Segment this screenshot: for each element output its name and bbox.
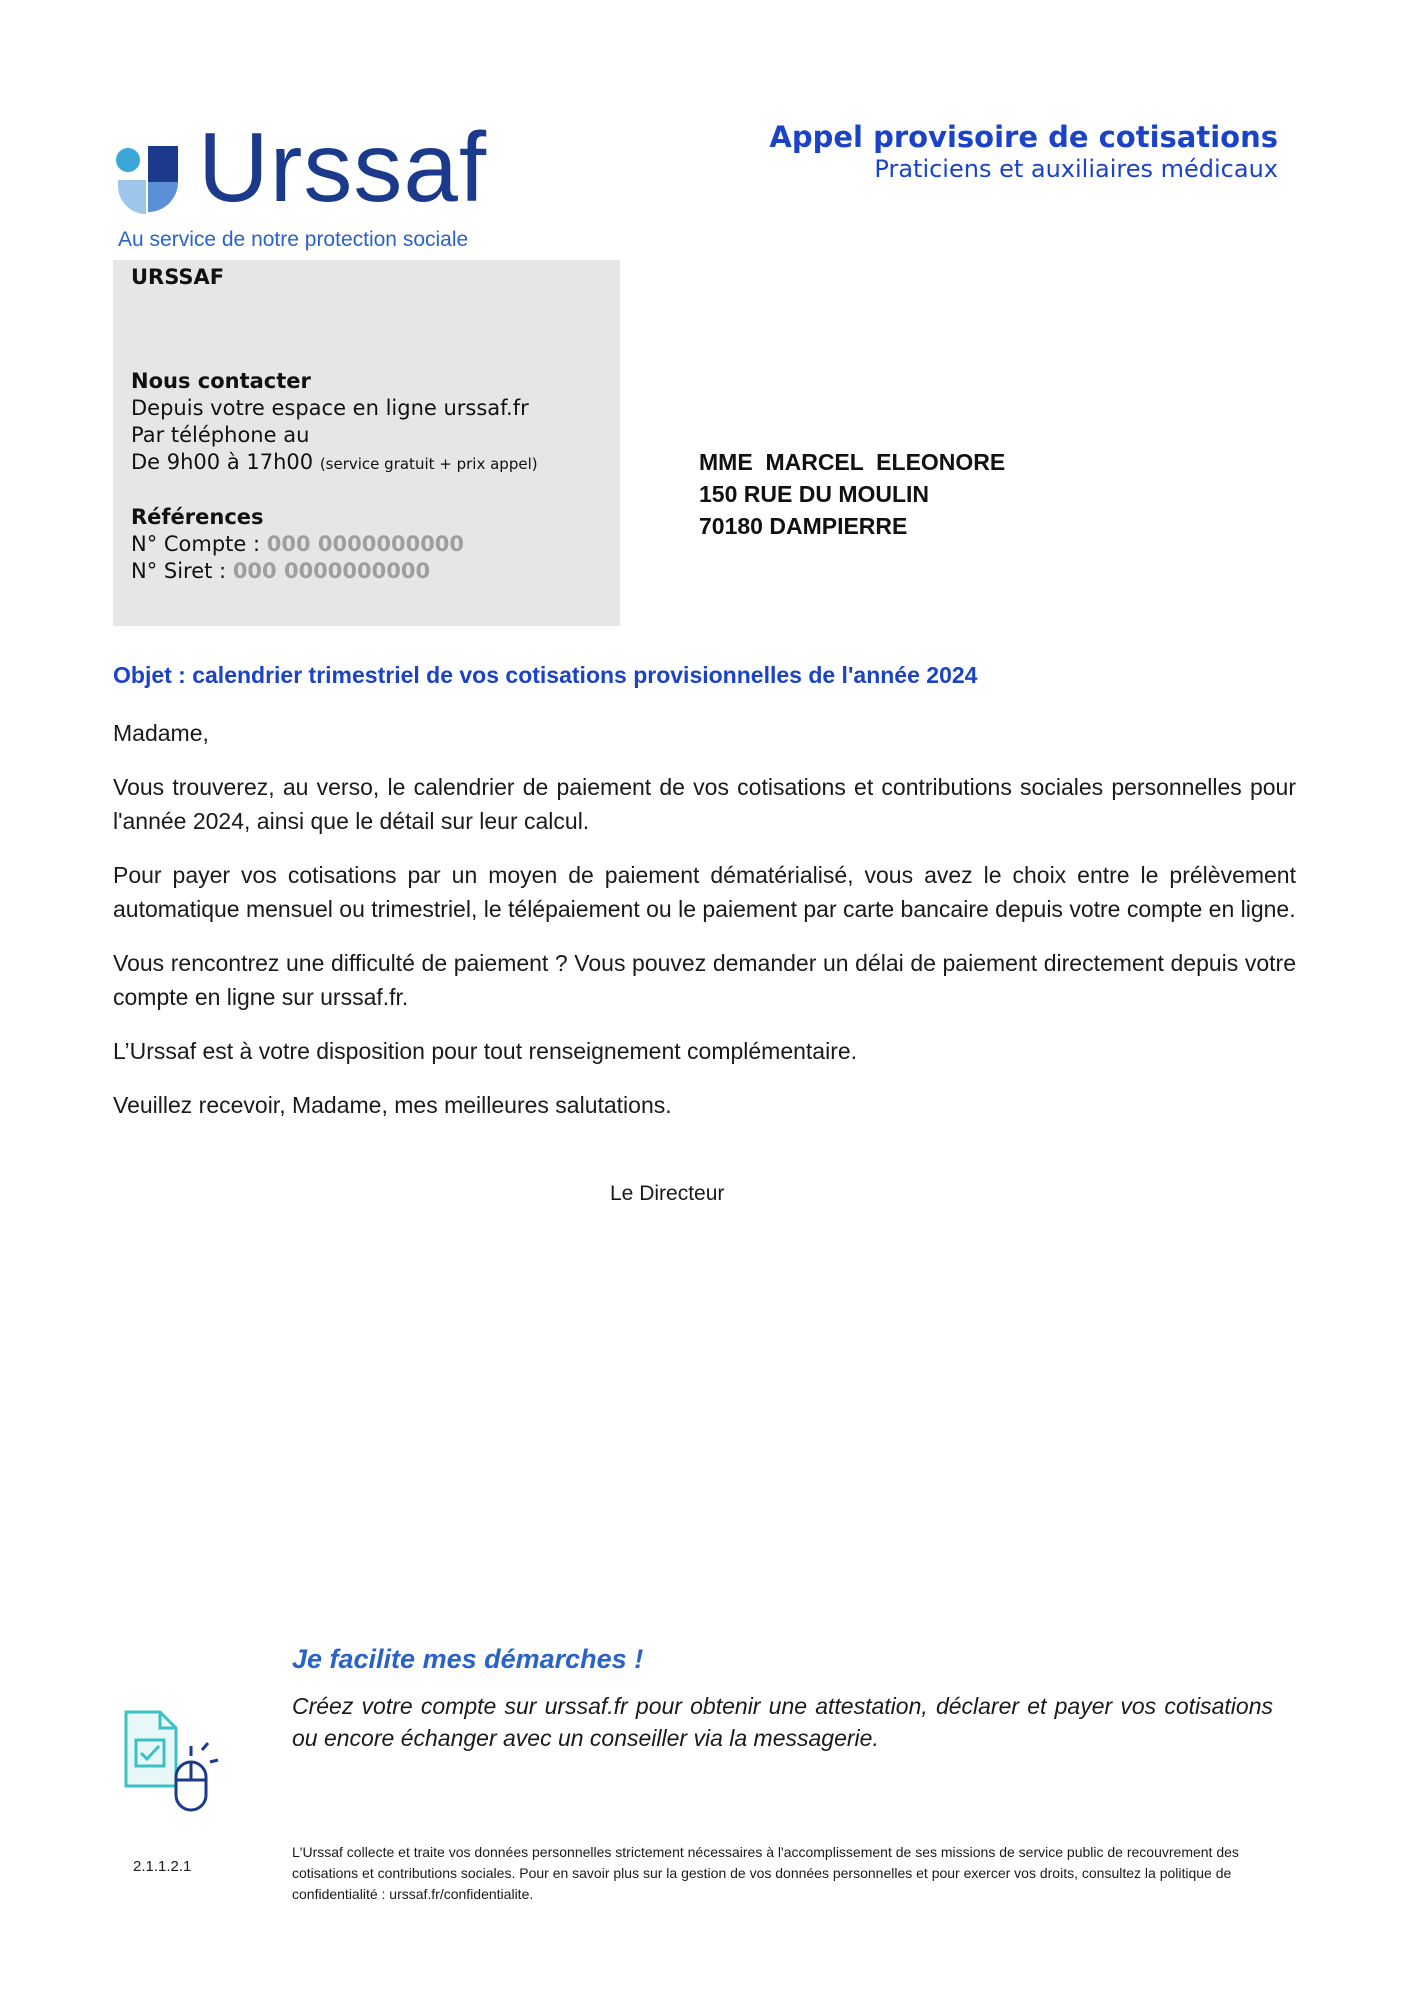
letter-signature: Le Directeur — [610, 1182, 725, 1205]
contact-online: Depuis votre espace en ligne urssaf.fr — [131, 396, 529, 420]
siret-label: N° Siret : — [131, 559, 233, 583]
urssaf-logo — [114, 112, 494, 252]
letter-closing: Veuillez recevoir, Madame, mes meilleures salutations. — [113, 1092, 672, 1118]
letter-paragraph-2: Pour payer vos cotisations par un moyen de paiement dématérialisé, vous avez le choix entre le prélèvement automatique mensuel ou trimestriel, le télépaiement ou le paiement par carte bancaire depuis votre compte en ligne. — [113, 862, 1296, 922]
contact-hours-text: De 9h00 à 17h00 — [131, 450, 314, 474]
letter-body — [113, 716, 1296, 1142]
recipient-city: 70180 DAMPIERRE — [699, 513, 908, 539]
contact-heading: Nous contacter — [131, 369, 311, 393]
account-value: 000 0000000000 — [266, 532, 465, 556]
urssaf-logo-mark-icon — [114, 140, 186, 222]
recipient-name: MME MARCEL ELEONORE — [699, 449, 1006, 475]
siret-number — [131, 558, 430, 585]
letter-paragraph-1: Vous trouverez, au verso, le calendrier de paiement de vos cotisations et contributions sociales personnelles pour l'année 2024, ainsi que le détail sur leur calcul. — [113, 774, 1296, 834]
promo-title: Je facilite mes démarches ! — [292, 1644, 644, 1674]
document-code: 2.1.1.2.1 — [133, 1858, 192, 1875]
letter-salutation: Madame, — [113, 720, 209, 746]
promo-text: Créez votre compte sur urssaf.fr pour obtenir une attestation, déclarer et payer vos cotisations ou encore échanger avec un conseiller via la messagerie. — [292, 1693, 1273, 1751]
recipient-street: 150 RUE DU MOULIN — [699, 481, 930, 507]
contact-hours — [131, 449, 538, 478]
document-subtitle: Praticiens et auxiliaires médicaux — [874, 155, 1278, 183]
siret-value: 000 0000000000 — [232, 559, 431, 583]
document-mouse-icon — [118, 1706, 222, 1816]
recipient-address — [699, 446, 1005, 542]
privacy-notice: L'Urssaf collecte et traite vos données personnelles strictement nécessaires à l'accomplissement de ses missions de service public de recouvrement des cotisations et contributions sociales. Pour en savoir plus sur la gestion de vos données personnelles et pour exercer vos droits, consultez la politique de confidentialité : urssaf.fr/confidentialite. — [292, 1844, 1239, 1902]
logo-tagline: Au service de notre protection sociale — [118, 228, 469, 251]
account-number — [131, 531, 464, 558]
letter-subject: Objet : calendrier trimestriel de vos cotisations provisionnelles de l'année 2024 — [113, 662, 978, 688]
contact-box — [113, 260, 620, 626]
contact-phone: Par téléphone au — [131, 423, 310, 447]
letter-paragraph-3: Vous rencontrez une difficulté de paiement ? Vous pouvez demander un délai de paiement directement depuis votre compte en ligne sur urssaf.fr. — [113, 950, 1296, 1010]
document-title: Appel provisoire de cotisations — [769, 120, 1278, 154]
letter-paragraph-4: L’Urssaf est à votre disposition pour tout renseignement complémentaire. — [113, 1038, 858, 1064]
account-label: N° Compte : — [131, 532, 267, 556]
contact-hours-note: (service gratuit + prix appel) — [319, 455, 538, 473]
logo-wordmark: Urssaf — [198, 112, 488, 222]
contact-org: URSSAF — [131, 265, 225, 289]
references-heading: Références — [131, 505, 264, 529]
